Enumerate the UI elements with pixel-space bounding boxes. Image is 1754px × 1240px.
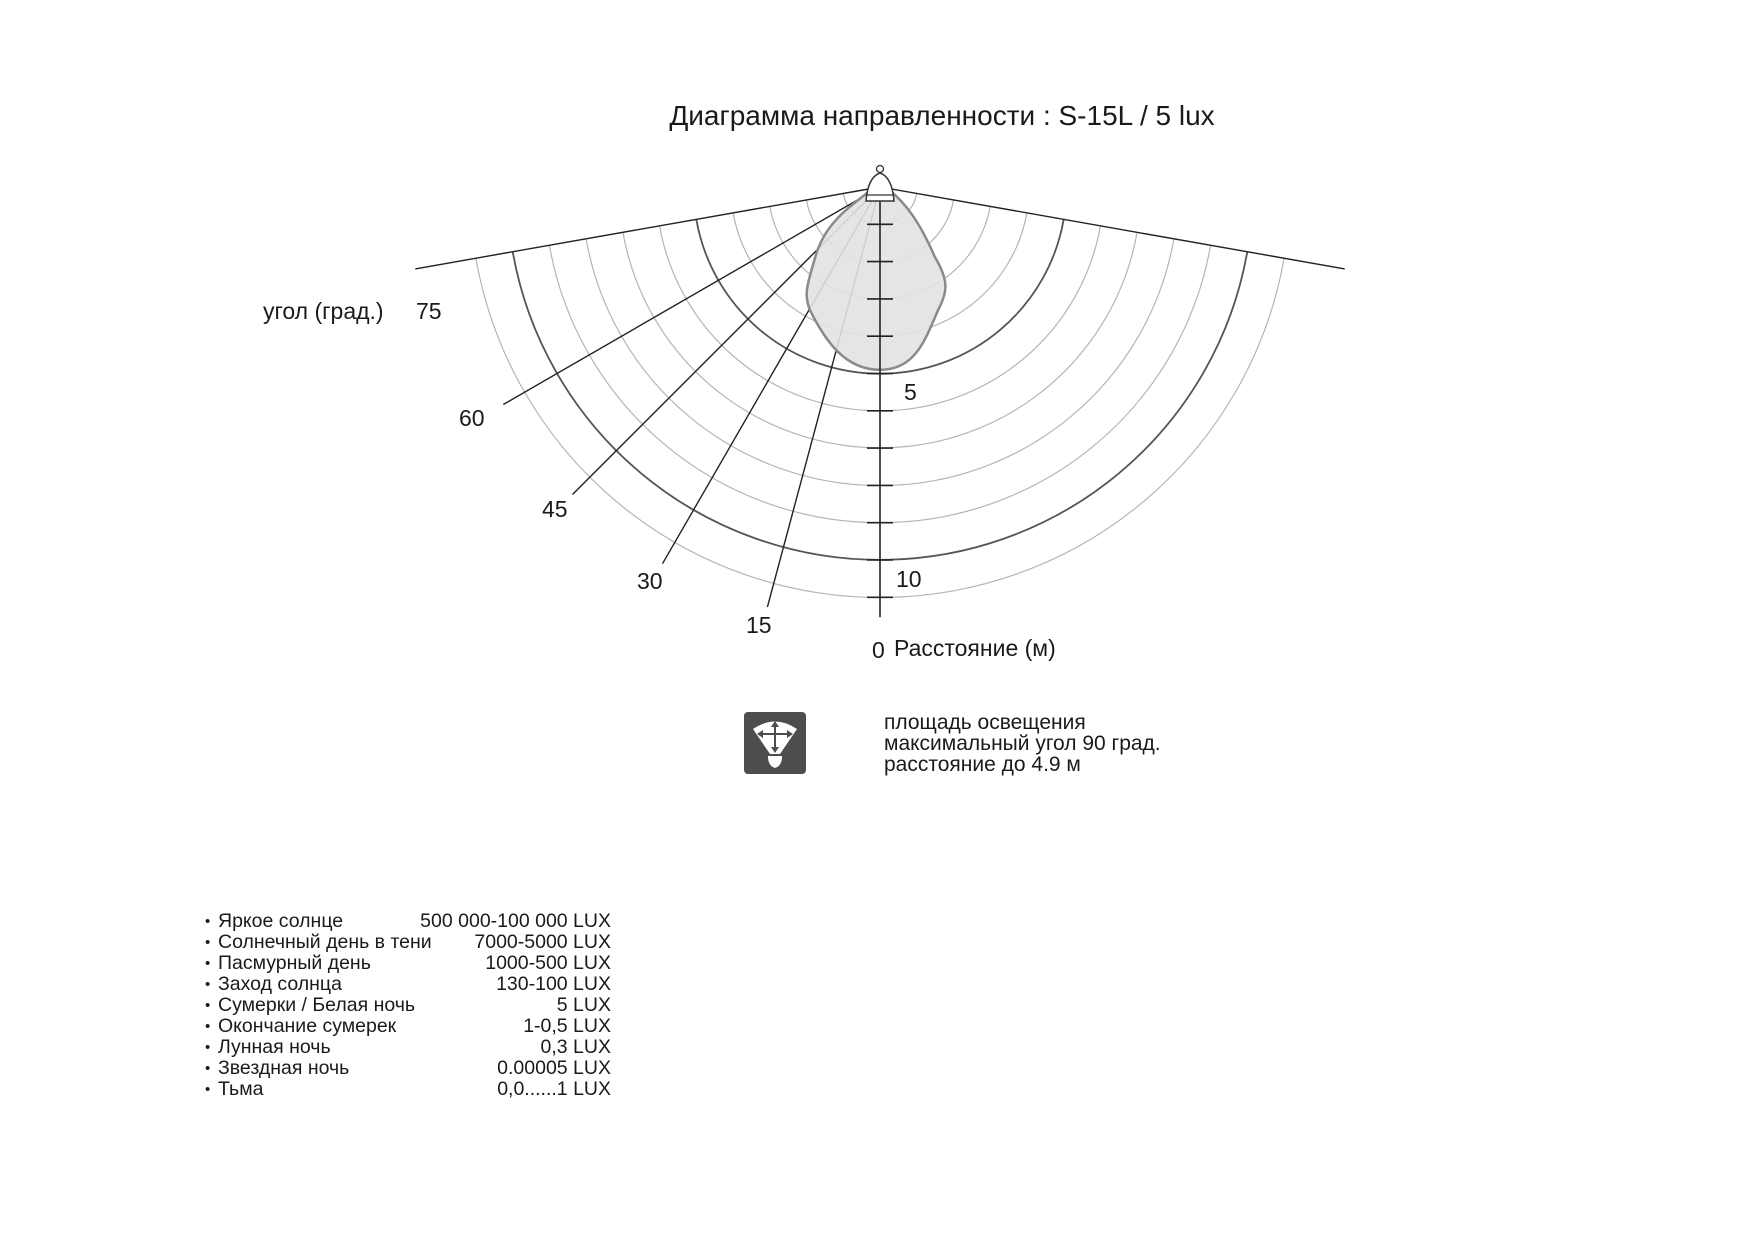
lux-row: • Звездная ночь 0.00005 LUX bbox=[205, 1057, 611, 1079]
distance-axis-label: Расстояние (м) bbox=[894, 635, 1056, 661]
detection-zone bbox=[807, 189, 946, 370]
lux-value: 1000-500 LUX bbox=[485, 952, 611, 974]
angle-tick-30: 30 bbox=[637, 568, 663, 594]
angle-tick-60: 60 bbox=[459, 405, 485, 431]
lux-row: • Солнечный день в тени 7000-5000 LUX bbox=[205, 931, 611, 953]
diagram-title: Диаграмма направленности : S-15L / 5 lux bbox=[669, 100, 1215, 131]
lux-row: • Яркое солнце 500 000-100 000 LUX bbox=[205, 910, 611, 932]
fan-edge-right bbox=[880, 187, 1345, 269]
detection-info bbox=[884, 712, 1161, 775]
info-line-distance: расстояние до 4.9 м bbox=[884, 753, 1081, 776]
lux-value: 5 LUX bbox=[556, 994, 611, 1016]
lux-name: Заход солнца bbox=[218, 973, 342, 995]
lux-name: Лунная ночь bbox=[218, 1036, 331, 1058]
info-line-angle: максимальный угол 90 град. bbox=[884, 732, 1161, 755]
lux-name: Тьма bbox=[218, 1078, 264, 1100]
distance-tick-5: 5 bbox=[904, 379, 917, 405]
lux-row: • Сумерки / Белая ночь 5 LUX bbox=[205, 994, 611, 1016]
detection-zone-icon bbox=[744, 712, 806, 774]
angle-tick-45: 45 bbox=[542, 496, 568, 522]
lux-name: Пасмурный день bbox=[218, 952, 371, 974]
angle-tick-75: 75 bbox=[416, 298, 442, 324]
lux-row: • Заход солнца 130-100 LUX bbox=[205, 973, 611, 995]
sensor-mount bbox=[877, 166, 884, 173]
lux-row: • Лунная ночь 0,3 LUX bbox=[205, 1036, 611, 1058]
lux-name: Сумерки / Белая ночь bbox=[218, 994, 416, 1016]
lux-name: Окончание сумерек bbox=[218, 1015, 397, 1037]
sensor-icon bbox=[866, 166, 894, 202]
angle-axis-label: угол (град.) bbox=[263, 298, 384, 324]
lux-value: 1-0,5 LUX bbox=[523, 1015, 611, 1037]
lux-value: 0.00005 LUX bbox=[497, 1057, 611, 1079]
lux-value: 7000-5000 LUX bbox=[474, 931, 611, 953]
lux-name: Звездная ночь bbox=[218, 1057, 350, 1079]
lux-row: • Тьма 0,0......1 LUX bbox=[205, 1078, 611, 1100]
lux-value: 130-100 LUX bbox=[496, 973, 611, 995]
distance-tick-10: 10 bbox=[896, 566, 922, 592]
lux-row: • Окончание сумерек 1-0,5 LUX bbox=[205, 1015, 611, 1037]
lux-value: 500 000-100 000 LUX bbox=[420, 910, 611, 932]
lux-name: Яркое солнце bbox=[218, 910, 344, 932]
lux-row: • Пасмурный день 1000-500 LUX bbox=[205, 952, 611, 974]
info-line-area: площадь освещения bbox=[884, 711, 1086, 734]
angle-tick-15: 15 bbox=[746, 612, 772, 638]
lux-name: Солнечный день в тени bbox=[218, 931, 432, 953]
lux-value: 0,3 LUX bbox=[540, 1036, 611, 1058]
distance-origin-label: 0 bbox=[872, 637, 885, 663]
sensor-body bbox=[866, 173, 894, 201]
lux-reference-table bbox=[205, 911, 611, 1100]
lux-value: 0,0......1 LUX bbox=[497, 1078, 611, 1100]
